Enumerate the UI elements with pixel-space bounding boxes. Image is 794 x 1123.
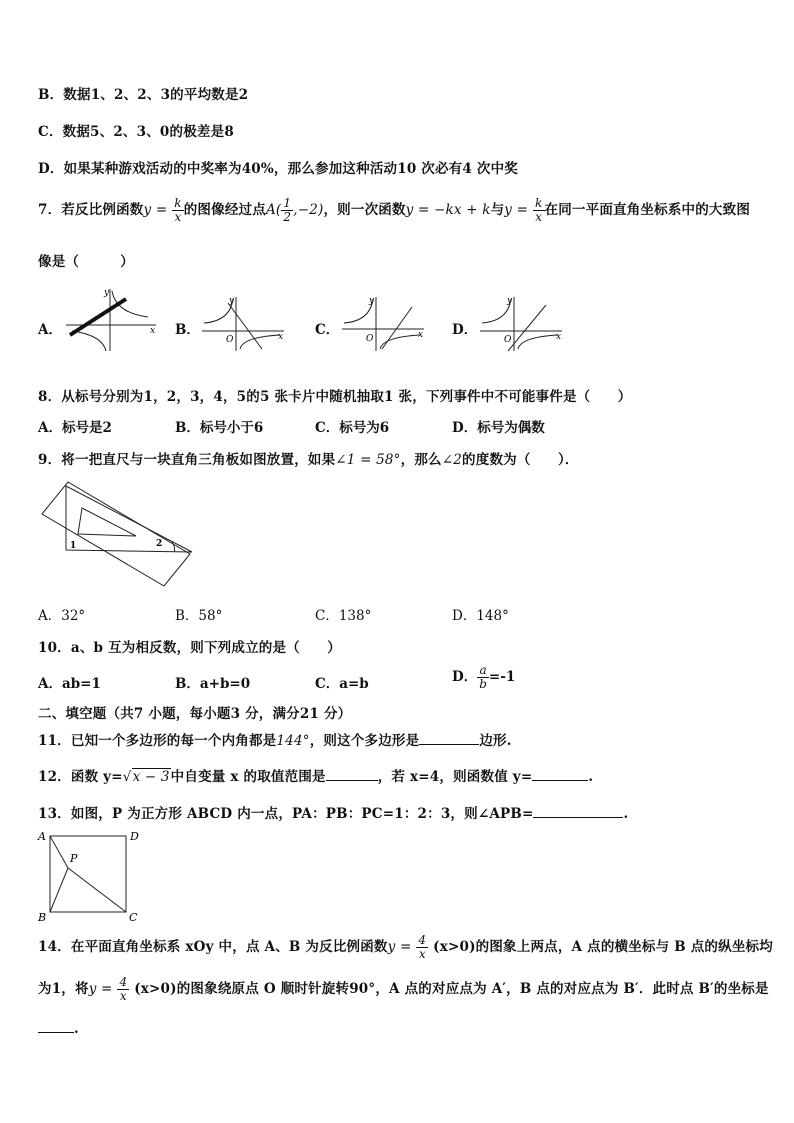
q14-answer-blank[interactable] — [38, 1020, 74, 1033]
q7-c-axis-x: x — [418, 330, 424, 340]
q7-stem — [38, 197, 750, 224]
q7-d-axis-y: y — [507, 296, 513, 306]
q7-point-a: A( — [265, 202, 282, 218]
q7-option-b-label: B． — [175, 322, 200, 338]
q7-fraction-k-x-2: $\frac{k}{x}$ — [535, 196, 543, 224]
q7-linear: y = −kx + k — [405, 202, 491, 218]
q6-option-b: B．数据1、2、2、3的平均数是2 — [38, 87, 249, 103]
q7-graph-c — [338, 293, 430, 353]
q9-figure — [38, 478, 198, 590]
q11-answer-blank[interactable] — [419, 732, 479, 745]
q14-line2-a: 为1，将 — [38, 981, 89, 997]
q14-line2-b: (x>0)的图象绕原点 O 顺时针旋转90°，A 点的对应点为 A′，B 点的对应点为 B′．此时点 B′的坐标是 — [134, 981, 769, 997]
q14-stem-a: 14．在平面直角坐标系 xOy 中，点 A、B 为反比例函数 — [38, 939, 388, 955]
q14-eq-2: y = — [88, 981, 113, 997]
q12-stem-c: ，若 x=4，则函数值 y= — [377, 769, 533, 785]
q14-line1 — [38, 934, 773, 961]
q8-option-a: A．标号是2 — [38, 420, 112, 436]
q9-option-c: C．138° — [315, 608, 372, 624]
q7-d-origin: O — [504, 335, 512, 345]
q13-stem-b: . — [623, 806, 629, 822]
q9-option-a: A．32° — [38, 608, 86, 624]
q8-option-c: C．标号为6 — [315, 420, 390, 436]
q13-answer-blank[interactable] — [533, 805, 623, 818]
q7-mid1: 的图像经过点 — [183, 202, 266, 218]
q6-option-c: C．数据5、2、3、0的极差是8 — [38, 124, 234, 140]
q7-fraction-k-x: $\frac{k}{x}$ — [174, 196, 182, 224]
q12-stem — [38, 765, 593, 785]
q12-answer-blank-2[interactable] — [532, 768, 588, 781]
q7-mid3: 与 — [490, 202, 505, 218]
q9-angle1: ∠1 = 58° — [335, 452, 401, 468]
q9-stem-b: ，那么 — [400, 452, 442, 468]
q9-option-b: B．58° — [175, 608, 223, 624]
q12-answer-blank-1[interactable] — [326, 768, 378, 781]
q9-fig-label-2: 2 — [156, 539, 163, 549]
q13-label-p: P — [70, 852, 78, 865]
q14-eq: y = — [387, 939, 412, 955]
q9-stem-c: 的度数为（ ）． — [462, 452, 579, 468]
q8-option-b: B．标号小于6 — [175, 420, 264, 436]
q7-b-axis-y: y — [229, 296, 235, 306]
q11-stem-a: 11．已知一个多边形的每一个内角都是 — [38, 733, 277, 749]
q14-fraction: $\frac{4}{x}$ — [418, 933, 427, 961]
q7-graph-d — [476, 293, 568, 353]
q7-a-axis-x: x — [150, 326, 156, 336]
section-2-heading: 二、填空题（共7 小题，每小题3 分，满分21 分） — [38, 706, 352, 722]
q7-mid2: ，则一次函数 — [323, 202, 406, 218]
q13-square-figure — [34, 826, 146, 924]
q7-eq2: y = — [504, 202, 529, 218]
q10-option-d-fraction: $\frac{a}{b}$ — [479, 663, 487, 691]
q13-label-a: A — [38, 830, 46, 843]
q9-angle2: ∠2 — [441, 452, 463, 468]
q7-option-c-label: C． — [315, 322, 340, 338]
q8-stem: 8．从标号分别为1，2，3，4，5的5 张卡片中随机抽取1 张，下列事件中不可能事件是（ ） — [38, 389, 632, 405]
q10-option-b: B．a+b=0 — [175, 676, 251, 692]
q7-c-axis-y: y — [369, 296, 375, 306]
q13-label-d: D — [130, 830, 139, 843]
q9-stem — [38, 448, 579, 468]
q7-a-axis-y: y — [104, 288, 110, 298]
q7-b-origin: O — [226, 335, 234, 345]
q7-eq1: y = — [143, 202, 168, 218]
q14-line3 — [38, 1020, 79, 1037]
q14-line3-tail: . — [74, 1021, 79, 1037]
q7-tail: 在同一平面直角坐标系中的大致图 — [544, 202, 751, 218]
q12-stem-b: 中自变量 x 的取值范围是 — [170, 769, 326, 785]
q7-option-a-label: A． — [38, 322, 62, 338]
q7-b-axis-x: x — [278, 332, 284, 342]
q13-stem-a: 13．如图，P 为正方形 ABCD 内一点，PA：PB：PC=1：2：3，则∠APB= — [38, 806, 534, 822]
q13-stem — [38, 802, 628, 822]
q8-option-d: D．标号为偶数 — [452, 420, 545, 436]
q9-fig-label-1: 1 — [70, 541, 77, 551]
q7-graph-b — [198, 293, 290, 353]
q10-option-c: C．a=b — [315, 676, 369, 692]
q11-stem — [38, 729, 512, 749]
q7-line2: 像是（ ） — [38, 254, 134, 270]
q7-fraction-half: $\frac{1}{2}$ — [283, 196, 292, 224]
q12-stem-a: 12．函数 y= — [38, 769, 123, 785]
q12-sqrt: √x − 3 — [122, 769, 170, 785]
q9-stem-a: 9．将一把直尺与一块直角三角板如图放置，如果 — [38, 452, 336, 468]
q11-stem-c: 边形. — [479, 733, 512, 749]
q7-point-a-tail: ,−2) — [293, 202, 324, 218]
q10-stem: 10．a、b 互为相反数，则下列成立的是（ ） — [38, 640, 341, 656]
q6-option-d: D．如果某种游戏活动的中奖率为40%，那么参加这种活动10 次必有4 次中奖 — [38, 161, 519, 177]
q10-option-a: A．ab=1 — [38, 676, 101, 692]
q10-option-d-prefix: D． — [452, 669, 478, 685]
q10-option-d-tail: =-1 — [488, 669, 516, 685]
q7-d-axis-x: x — [556, 332, 562, 342]
q13-label-b: B — [38, 911, 47, 924]
q7-option-d-label: D． — [452, 322, 478, 338]
q7-c-origin: O — [366, 334, 374, 344]
q13-label-c: C — [129, 911, 138, 924]
q7-graph-a — [62, 285, 162, 355]
q9-option-d: D．148° — [452, 608, 509, 624]
q12-stem-d: . — [588, 769, 594, 785]
q11-angle: 144° — [276, 733, 310, 749]
q14-fraction-2: $\frac{4}{x}$ — [119, 975, 128, 1003]
q14-stem-b: (x>0)的图象上两点，A 点的横坐标与 B 点的纵坐标均 — [433, 939, 773, 955]
q11-stem-b: ，则这个多边形是 — [309, 733, 420, 749]
q14-line2 — [38, 976, 769, 1003]
q10-option-d — [452, 664, 515, 691]
q7-prefix: 7．若反比例函数 — [38, 202, 144, 218]
